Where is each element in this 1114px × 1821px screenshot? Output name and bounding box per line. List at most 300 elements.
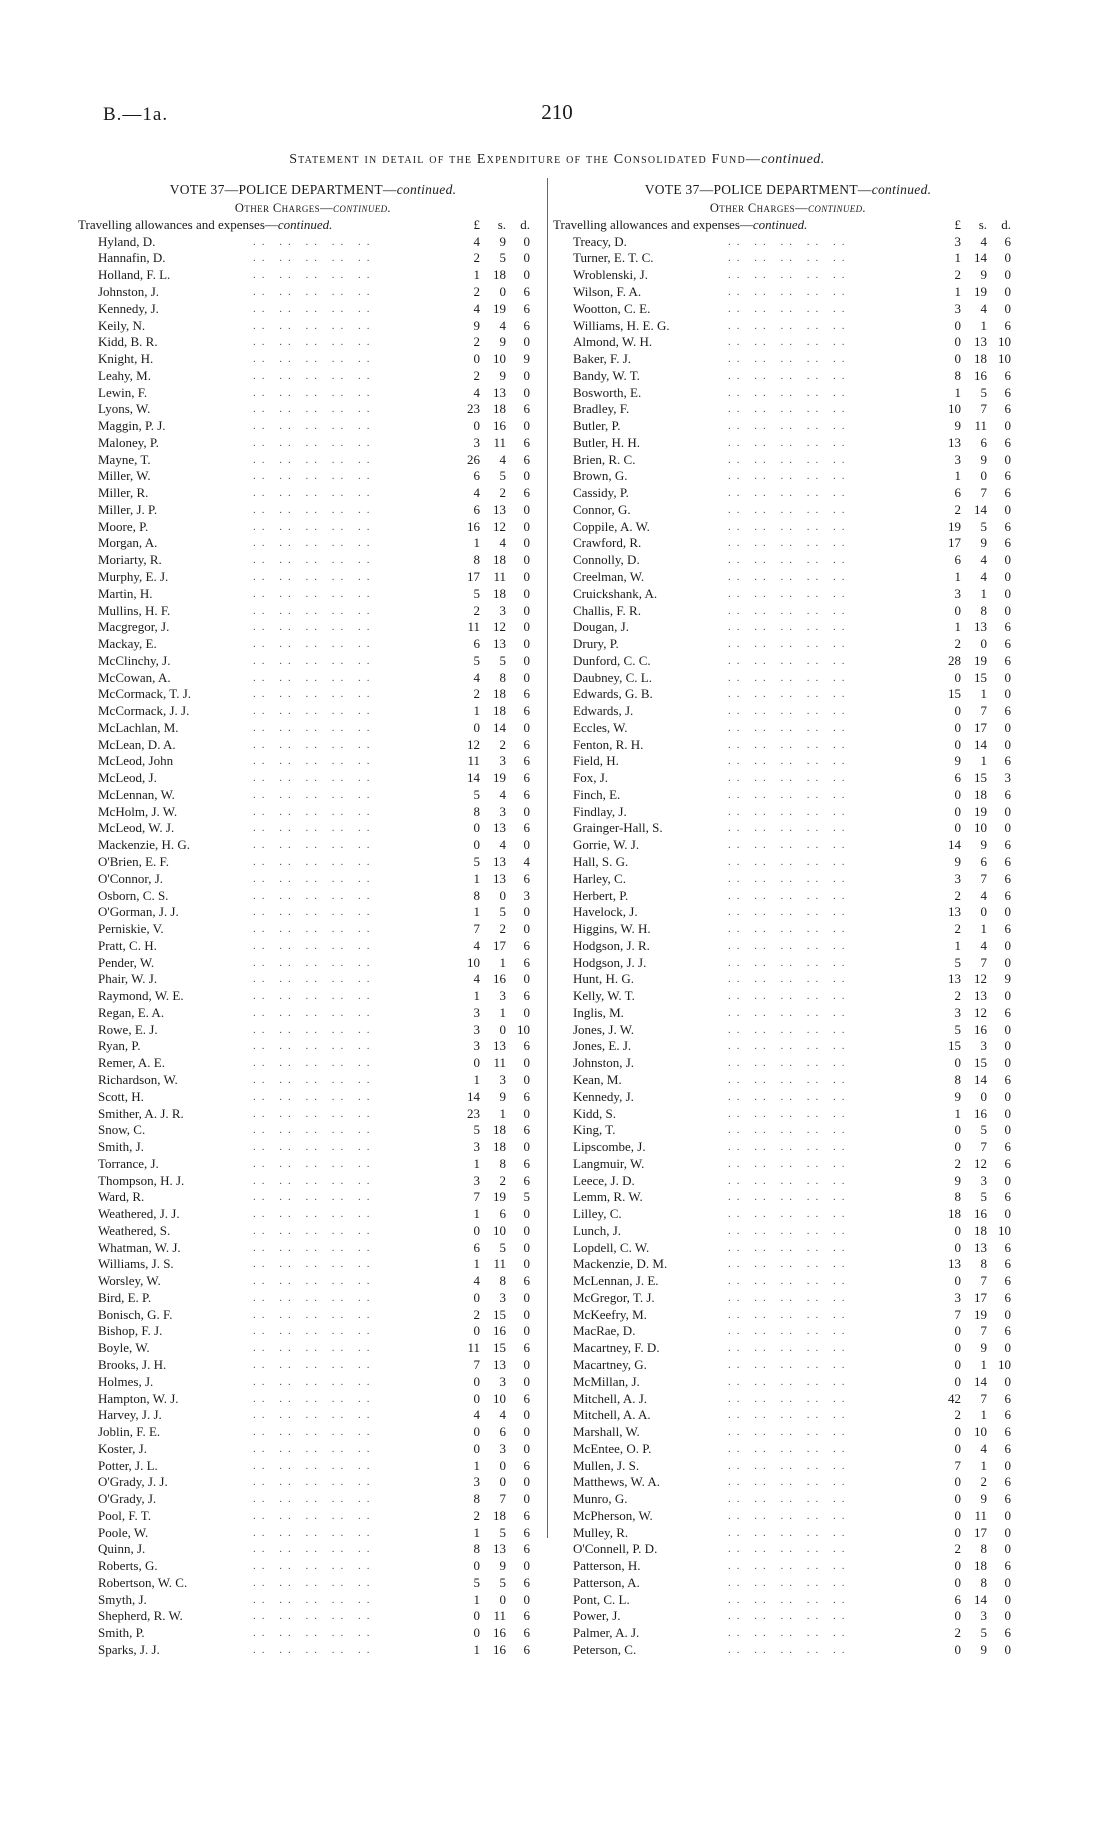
leader-dots: .. .. .. .. .. [728,956,851,969]
pence-value: 9 [1004,971,1011,987]
table-row [553,267,1023,284]
pence-value: 6 [1004,1323,1011,1339]
pounds-value: 4 [473,233,480,249]
shillings-value: 1 [980,317,987,333]
table-row [78,753,548,770]
shillings-value: 7 [980,485,987,501]
leader-dots: .. .. .. .. .. [253,956,376,969]
pence-value: 6 [523,1524,530,1540]
shillings-value: 11 [493,1608,506,1624]
leader-dots: .. .. .. .. .. [728,1023,851,1036]
pounds-value: 6 [473,1239,480,1255]
pounds-value: 0 [954,820,961,836]
shillings-value: 9 [499,1558,506,1574]
payee-name: Mackenzie, D. M. [573,1256,668,1272]
table-row [553,1038,1023,1055]
shillings-value: 11 [493,1256,506,1272]
pounds-value: 3 [473,1139,480,1155]
payee-name: Phair, W. J. [98,971,158,987]
pence-value: 0 [523,971,530,987]
pounds-value: 8 [473,887,480,903]
leader-dots: .. .. .. .. .. [728,420,851,433]
shillings-value: 5 [980,1189,987,1205]
leader-dots: .. .. .. .. .. [253,906,376,919]
payee-name: McLennan, W. [98,786,175,802]
table-row [78,988,548,1005]
pounds-value: 14 [948,837,961,853]
table-row [78,1273,548,1290]
shillings-value: 1 [980,753,987,769]
leader-dots: .. .. .. .. .. [253,1593,376,1606]
table-row [78,1441,548,1458]
section-heading-continued: continued. [752,217,808,232]
pounds-value: 2 [954,1625,961,1641]
pence-value: 0 [523,1105,530,1121]
pence-value: 9 [523,351,530,367]
pounds-value: 2 [954,1155,961,1171]
pence-value: 0 [523,267,530,283]
payee-name: O'Connell, P. D. [573,1541,658,1557]
table-row [78,535,548,552]
table-row [78,1122,548,1139]
shillings-value: 12 [974,1004,987,1020]
pounds-value: 0 [954,1491,961,1507]
pence-value: 6 [523,1457,530,1473]
pence-value: 0 [1004,585,1011,601]
table-row [553,519,1023,536]
table-row [78,1625,548,1642]
payee-name: Smith, J. [98,1139,144,1155]
payee-name: Turner, E. T. C. [573,250,654,266]
shillings-value: 14 [493,719,506,735]
leader-dots: .. .. .. .. .. [253,470,376,483]
leader-dots: .. .. .. .. .. [253,604,376,617]
leader-dots: .. .. .. .. .. [253,1258,376,1271]
table-row [78,1642,548,1659]
payee-name: Lilley, C. [573,1206,622,1222]
pounds-value: 5 [954,1021,961,1037]
payee-name: Marshall, W. [573,1424,640,1440]
pounds-value: 0 [954,334,961,350]
payee-name: Bosworth, E. [573,384,642,400]
pounds-value: 0 [954,1239,961,1255]
pence-value: 0 [523,837,530,853]
shillings-value: 16 [974,1206,987,1222]
leader-dots: .. .. .. .. .. [253,805,376,818]
table-row [78,804,548,821]
shillings-value: 13 [493,1356,506,1372]
pence-value: 6 [1004,518,1011,534]
pence-value: 6 [523,703,530,719]
pence-value: 0 [523,904,530,920]
leader-dots: .. .. .. .. .. [253,436,376,449]
page-number: 210 [541,100,573,124]
shillings-value: 15 [974,669,987,685]
leader-dots: .. .. .. .. .. [728,973,851,986]
table-row [78,569,548,586]
pounds-header: £ [954,217,961,232]
table-row [553,1089,1023,1106]
pounds-value: 0 [954,669,961,685]
table-row [553,1323,1023,1340]
table-row [78,1374,548,1391]
table-row [78,385,548,402]
payee-name: Roberts, G. [98,1558,158,1574]
shillings-value: 5 [499,652,506,668]
shillings-value: 10 [974,820,987,836]
payee-name: McKeefry, M. [573,1306,647,1322]
payee-name: Mackenzie, H. G. [98,837,191,853]
table-row [78,1491,548,1508]
subheading-title: Other Charges— [234,201,333,215]
pence-value: 6 [523,1390,530,1406]
shillings-value: 6 [980,434,987,450]
pounds-value: 2 [473,367,480,383]
payee-name: McLeod, W. J. [98,820,175,836]
shillings-value: 0 [980,904,987,920]
payee-name: Finch, E. [573,786,621,802]
payee-name: Maloney, P. [98,434,159,450]
pounds-value: 1 [473,870,480,886]
table-row [553,1106,1023,1123]
pence-value: 0 [1004,736,1011,752]
leader-dots: .. .. .. .. .. [728,369,851,382]
leader-dots: .. .. .. .. .. [728,285,851,298]
pounds-value: 3 [954,451,961,467]
shillings-value: 3 [499,803,506,819]
table-row [78,1240,548,1257]
leader-dots: .. .. .. .. .. [728,1426,851,1439]
pence-value: 6 [523,937,530,953]
payee-name: Butler, P. [573,418,621,434]
pounds-value: 0 [473,820,480,836]
table-row [553,1055,1023,1072]
payee-name: Havelock, J. [573,904,638,920]
payee-name: McMillan, J. [573,1373,640,1389]
pounds-value: 0 [954,703,961,719]
pence-value: 0 [1004,569,1011,584]
pence-value: 6 [523,786,530,802]
leader-dots: .. .. .. .. .. [253,1057,376,1070]
pounds-value: 3 [954,1004,961,1020]
payee-name: McLennan, J. E. [573,1273,659,1289]
shillings-value: 18 [493,585,506,601]
leader-dots: .. .. .. .. .. [728,1107,851,1120]
shillings-value: 12 [493,619,506,635]
payee-name: Findlay, J. [573,803,627,819]
pounds-value: 17 [467,569,480,584]
shillings-value: 0 [980,1088,987,1104]
table-row [553,854,1023,871]
leader-dots: .. .. .. .. .. [253,1476,376,1489]
payee-name: Bonisch, G. F. [98,1306,173,1322]
payee-name: Cruickshank, A. [573,585,658,601]
shillings-value: 18 [493,401,506,417]
pence-value: 10 [998,1222,1011,1238]
subheading [553,199,1023,217]
pounds-value: 23 [467,1105,480,1121]
pence-value: 0 [1004,250,1011,266]
pounds-value: 1 [473,267,480,283]
shillings-value: 5 [980,1625,987,1641]
leader-dots: .. .. .. .. .. [253,1090,376,1103]
left-column [78,180,548,1659]
pounds-value: 0 [954,317,961,333]
payee-name: Worsley, W. [98,1273,161,1289]
leader-dots: .. .. .. .. .. [728,638,851,651]
pounds-value: 18 [948,1206,961,1222]
pence-value: 0 [523,1071,530,1087]
table-row [553,586,1023,603]
shillings-value: 13 [974,334,987,350]
leader-dots: .. .. .. .. .. [728,1358,851,1371]
pounds-value: 1 [473,904,480,920]
leader-dots: .. .. .. .. .. [728,1141,851,1154]
pence-value: 0 [1004,1206,1011,1222]
payee-name: Kelly, W. T. [573,988,635,1004]
leader-dots: .. .. .. .. .. [728,1308,851,1321]
subheading [78,199,548,217]
shillings-value: 11 [493,434,506,450]
pence-value: 0 [523,1356,530,1372]
title-continued: continued. [761,152,825,167]
leader-dots: .. .. .. .. .. [728,386,851,399]
shillings-value: 5 [980,518,987,534]
table-row [553,234,1023,251]
leader-dots: .. .. .. .. .. [728,571,851,583]
payee-name: Pool, F. T. [98,1507,152,1523]
section-heading-continued: continued. [277,217,333,232]
pence-value: 6 [1004,434,1011,450]
subheading-title: Other Charges— [709,201,808,215]
table-row [553,435,1023,452]
pence-value: 0 [523,1206,530,1222]
shillings-value: 10 [974,1424,987,1440]
pence-value: 6 [1004,1139,1011,1155]
shillings-value: 19 [493,770,506,786]
table-row [78,351,548,368]
leader-dots: .. .. .. .. .. [253,1241,376,1254]
leader-dots: .. .. .. .. .. [728,1493,851,1506]
pence-value: 0 [523,1558,530,1574]
pence-value: 6 [1004,1273,1011,1289]
table-row [553,1122,1023,1139]
pounds-value: 1 [954,937,961,953]
leader-dots: .. .. .. .. .. [253,1073,376,1086]
pounds-value: 4 [473,937,480,953]
pence-value: 0 [1004,602,1011,618]
pounds-value: 4 [473,669,480,685]
pence-value: 6 [1004,233,1011,249]
pence-value: 0 [1004,1122,1011,1138]
pence-value: 0 [1004,719,1011,735]
leader-dots: .. .. .. .. .. [253,1509,376,1522]
leader-dots: .. .. .. .. .. [253,353,376,366]
pence-value: 0 [1004,904,1011,920]
leader-dots: .. .. .. .. .. [253,990,376,1003]
pence-value: 6 [523,1625,530,1641]
table-row [78,1072,548,1089]
leader-dots: .. .. .. .. .. [728,1543,851,1556]
pence-value: 6 [523,870,530,886]
table-row [78,971,548,988]
payee-name: Harley, C. [573,870,626,886]
pence-value: 0 [1004,820,1011,836]
shillings-value: 18 [493,552,506,568]
pence-value: 6 [1004,401,1011,417]
pounds-value: 0 [954,602,961,618]
pence-value: 6 [1004,703,1011,719]
shillings-value: 9 [499,334,506,350]
payee-name: Macgregor, J. [98,619,170,635]
table-row [553,1223,1023,1240]
shillings-value: 3 [499,1373,506,1389]
table-row [78,1106,548,1123]
shillings-value: 1 [980,1356,987,1372]
leader-dots: .. .. .. .. .. [253,1141,376,1154]
payee-name: Eccles, W. [573,719,628,735]
shillings-value: 3 [499,988,506,1004]
shillings-value: 2 [499,1172,506,1188]
pence-value: 0 [523,1424,530,1440]
leader-dots: .. .. .. .. .. [253,772,376,785]
shillings-value: 16 [974,1105,987,1121]
table-row [78,653,548,670]
shillings-value: 13 [493,870,506,886]
vote-heading [78,180,548,199]
payee-name: Miller, J. P. [98,501,158,517]
pounds-value: 9 [954,854,961,870]
pounds-value: 0 [954,1440,961,1456]
table-row [78,1407,548,1424]
shillings-value: 4 [980,552,987,568]
pence-value: 0 [523,1323,530,1339]
pounds-value: 17 [948,535,961,551]
shillings-value: 4 [499,535,506,551]
table-row [553,770,1023,787]
pence-value: 0 [523,803,530,819]
shillings-value: 5 [499,468,506,484]
pence-value: 0 [523,619,530,635]
shillings-value: 4 [499,837,506,853]
pounds-value: 0 [954,1222,961,1238]
payee-name: Bishop, F. J. [98,1323,163,1339]
pence-value: 0 [1004,1642,1011,1657]
payee-name: Remer, A. E. [98,1055,165,1071]
pounds-value: 16 [467,518,480,534]
leader-dots: .. .. .. .. .. [728,889,851,902]
pounds-value: 13 [948,971,961,987]
leader-dots: .. .. .. .. .. [728,235,851,248]
leader-dots: .. .. .. .. .. [253,1107,376,1120]
pounds-value: 2 [473,1306,480,1322]
table-row [553,636,1023,653]
pence-value: 6 [523,300,530,316]
leader-dots: .. .. .. .. .. [728,604,851,617]
table-row [78,334,548,351]
pence-value: 0 [523,1139,530,1155]
pounds-value: 15 [948,1038,961,1054]
table-row [78,250,548,267]
shillings-value: 13 [974,1239,987,1255]
pence-value: 6 [523,753,530,769]
pounds-value: 0 [473,351,480,367]
pounds-value: 14 [467,1088,480,1104]
payee-name: Keily, N. [98,317,146,333]
shillings-value: 17 [974,719,987,735]
vote-continued: continued. [396,182,457,197]
leader-dots: .. .. .. .. .. [728,319,851,332]
payee-name: Fox, J. [573,770,609,786]
pounds-header: £ [473,217,480,232]
pence-value: 0 [1004,1088,1011,1104]
pence-value: 6 [523,770,530,786]
shillings-value: 17 [974,1524,987,1540]
pounds-value: 0 [954,1574,961,1590]
table-row [78,234,548,251]
leader-dots: .. .. .. .. .. [728,269,851,282]
shillings-value: 0 [499,1474,506,1490]
table-row [553,334,1023,351]
leader-dots: .. .. .. .. .. [253,252,376,265]
leader-dots: .. .. .. .. .. [728,1241,851,1254]
payee-name: Mackay, E. [98,636,157,652]
shillings-value: 15 [974,1055,987,1071]
payee-name: Edwards, J. [573,703,634,719]
pounds-value: 4 [473,1273,480,1289]
table-row [78,586,548,603]
shillings-value: 5 [499,904,506,920]
shillings-value: 15 [493,1306,506,1322]
pence-value: 0 [1004,451,1011,467]
payee-name: Langmuir, W. [573,1155,645,1171]
pence-value: 6 [523,485,530,501]
shillings-value: 5 [499,1524,506,1540]
shillings-value: 9 [499,233,506,249]
table-row [553,820,1023,837]
table-row [553,653,1023,670]
table-row [78,770,548,787]
pounds-value: 1 [954,569,961,584]
shillings-value: 9 [980,1491,987,1507]
shillings-value: 0 [980,468,987,484]
pence-value: 10 [998,1356,1011,1372]
payee-name: Pratt, C. H. [98,937,157,953]
pence-value: 6 [1004,652,1011,668]
table-row [78,1022,548,1039]
pounds-value: 1 [473,1071,480,1087]
shillings-value: 4 [980,937,987,953]
pence-value: 0 [523,636,530,652]
pence-value: 6 [1004,921,1011,937]
table-row [553,418,1023,435]
payee-name: Morgan, A. [98,535,158,551]
leader-dots: .. .. .. .. .. [728,872,851,885]
payee-name: O'Grady, J. J. [98,1474,168,1490]
leader-dots: .. .. .. .. .. [728,1644,851,1656]
leader-dots: .. .. .. .. .. [728,1509,851,1522]
table-row [78,837,548,854]
shillings-value: 7 [499,1491,506,1507]
payee-name: Challis, F. R. [573,602,641,618]
pence-value: 6 [523,434,530,450]
payee-name: McLeod, J. [98,770,157,786]
payee-name: Snow, C. [98,1122,146,1138]
pence-value: 3 [523,887,530,903]
pence-value: 0 [523,1055,530,1071]
leader-dots: .. .. .. .. .. [728,436,851,449]
pounds-value: 7 [473,1189,480,1205]
